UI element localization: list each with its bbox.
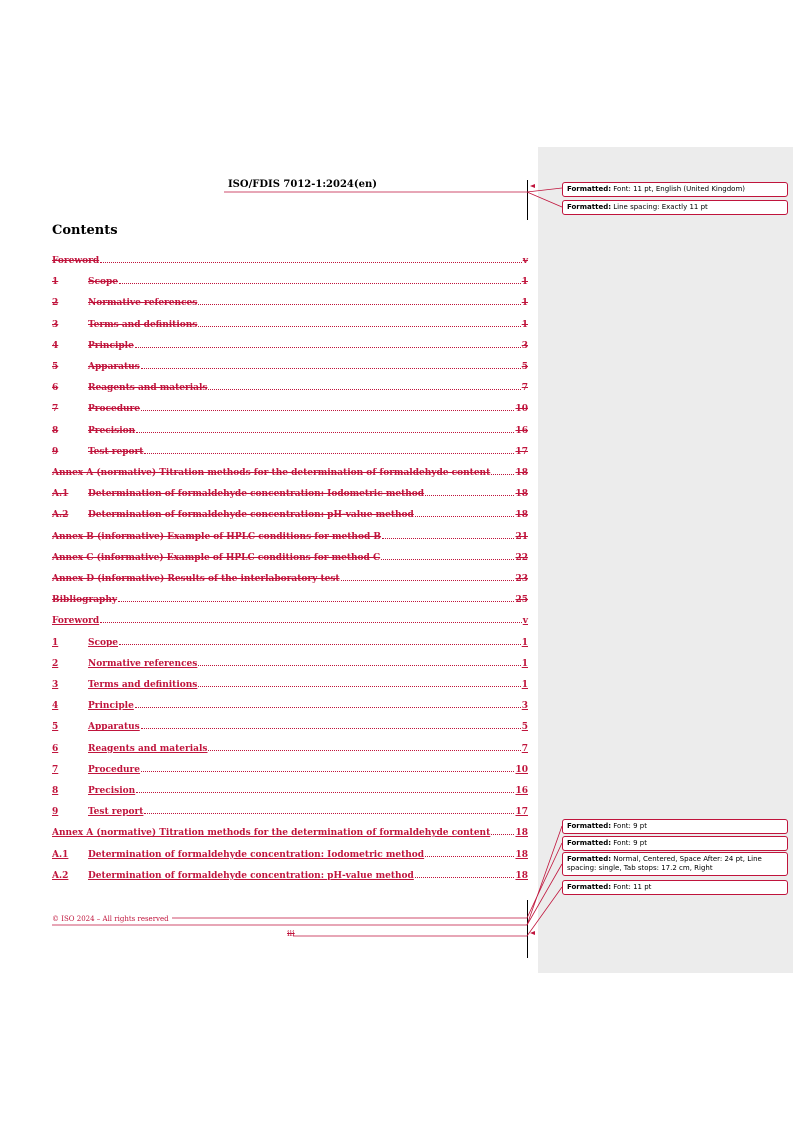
- balloon-label: Formatted:: [567, 855, 612, 863]
- toc-entry-page: 5: [521, 362, 528, 372]
- toc-entry-title: Test report: [88, 807, 144, 818]
- connector-line: [52, 826, 562, 925]
- connector-line: [293, 887, 562, 936]
- toc-entry-number: Annex A (normative) Titration methods for the determination of formaldehyde content: [52, 468, 491, 478]
- toc-entry-number: 4: [52, 701, 59, 712]
- toc-entry-title: Test report: [88, 446, 144, 457]
- toc-entry-title: Scope: [88, 637, 119, 648]
- toc-entry-page: 1: [521, 298, 528, 309]
- toc-entry-title: Determination of formaldehyde concentration: Iodometric method: [88, 489, 425, 500]
- balloon-text: Font: 11 pt: [613, 883, 652, 891]
- toc-entry-number: 9: [52, 807, 59, 818]
- toc-entry-number: 5: [52, 722, 59, 733]
- toc-entry-number: A.1: [52, 849, 69, 860]
- toc-entry-number: 7: [52, 764, 59, 775]
- balloon-label: Formatted:: [567, 203, 612, 211]
- toc-entry-page: 17: [515, 446, 528, 457]
- contents-title: Contents: [52, 223, 118, 238]
- toc-entry-page: 18: [515, 870, 528, 881]
- toc-entry-number: A.2: [52, 870, 69, 881]
- toc-entry-page: 18: [515, 510, 528, 521]
- toc-entry-number: 8: [52, 425, 59, 436]
- toc-entry-page: 23: [515, 574, 528, 584]
- toc-entry-number: 1: [52, 637, 59, 648]
- toc-entry-title: Apparatus: [88, 362, 140, 372]
- toc-entry-number: Bibliography: [52, 595, 118, 606]
- toc-entry-title: Procedure: [88, 404, 141, 415]
- balloon-text: Font: 11 pt, English (United Kingdom): [613, 185, 746, 193]
- connector-line: [224, 188, 562, 192]
- toc-entry-page: 18: [515, 828, 528, 839]
- toc-entry-number: 2: [52, 298, 59, 309]
- toc-entry-page: v: [522, 256, 528, 266]
- toc-entry-number: Annex C (informative) Example of HPLC conditions for method C: [52, 552, 381, 563]
- doc-header: ISO/FDIS 7012-1:2024(en): [228, 179, 377, 190]
- toc-entry-page: 10: [515, 764, 528, 775]
- toc-entry-title: Precision: [88, 786, 136, 796]
- toc-entry-page: 25: [515, 595, 528, 606]
- toc-entry-page: 18: [515, 468, 528, 478]
- toc-entry-page: 1: [521, 637, 528, 648]
- toc-entry-number: 2: [52, 658, 59, 669]
- toc-entry-number: 4: [52, 340, 59, 351]
- toc-entry-page: 16: [515, 425, 528, 436]
- toc-entry-title: Determination of formaldehyde concentration: pH-value method: [88, 510, 414, 521]
- balloon-label: Formatted:: [567, 883, 612, 891]
- toc-entry-number: 8: [52, 786, 59, 796]
- toc-entry-page: 22: [515, 552, 528, 563]
- toc-entry-page: 3: [521, 701, 528, 712]
- toc-entry-number: 3: [52, 319, 59, 330]
- toc-entry-title: Normative references: [88, 298, 198, 309]
- toc-entry-number: 6: [52, 383, 59, 394]
- toc-entry-page: 10: [515, 404, 528, 415]
- toc-entry-number: Annex B (informative) Example of HPLC conditions for method B: [52, 531, 382, 542]
- toc-entry-title: Scope: [88, 277, 119, 288]
- toc-entry-page: 1: [521, 277, 528, 288]
- toc-entry-number: Annex A (normative) Titration methods for the determination of formaldehyde content: [52, 828, 491, 839]
- footer-page-number: iii: [287, 929, 295, 938]
- toc-entry-title: Determination of formaldehyde concentration: Iodometric method: [88, 849, 425, 860]
- toc-entry-title: Principle: [88, 701, 134, 712]
- toc-entry-title: Precision: [88, 425, 136, 436]
- toc-entry-title: Determination of formaldehyde concentration: pH-value method: [88, 870, 414, 881]
- balloon-label: Formatted:: [567, 185, 612, 193]
- toc-entry-title: Normative references: [88, 658, 198, 669]
- toc-entry-page: 18: [515, 849, 528, 860]
- balloon-text: Font: 9 pt: [613, 822, 647, 830]
- toc-entry-number: 5: [52, 362, 59, 372]
- toc-entry-number: Annex D (informative) Results of the interlaboratory test: [52, 574, 340, 584]
- toc-entry-title: Terms and definitions: [88, 680, 198, 690]
- toc-entry-page: 5: [521, 722, 528, 733]
- toc-entry-number: 7: [52, 404, 59, 415]
- toc-entry-number: A.1: [52, 489, 69, 500]
- toc-entry-page: 17: [515, 807, 528, 818]
- connector-arrow: [530, 184, 535, 188]
- balloon-label: Formatted:: [567, 839, 612, 847]
- toc-entry-title: Principle: [88, 340, 134, 351]
- toc-entry-title: Apparatus: [88, 722, 140, 733]
- toc-entry-page: 1: [521, 680, 528, 690]
- balloon-label: Formatted:: [567, 822, 612, 830]
- connector-line: [527, 192, 562, 207]
- connector-line: [172, 843, 562, 918]
- toc-entry-title: Reagents and materials: [88, 743, 208, 754]
- toc-entry-page: 18: [515, 489, 528, 500]
- toc-entry-number: 9: [52, 446, 59, 457]
- toc-entry-page: 21: [515, 531, 528, 542]
- balloon-text: Font: 9 pt: [613, 839, 647, 847]
- toc-entry-title: Terms and definitions: [88, 319, 198, 330]
- toc-entry-title: Reagents and materials: [88, 383, 208, 394]
- toc-entry-number: 1: [52, 277, 59, 288]
- toc-entry-page: 1: [521, 658, 528, 669]
- toc-entry-page: 7: [521, 743, 528, 754]
- toc-entry-number: 6: [52, 743, 59, 754]
- toc-entry-page: 3: [521, 340, 528, 351]
- toc-entry-page: 7: [521, 383, 528, 394]
- toc-entry-number: Foreword: [52, 616, 100, 627]
- balloon-text: Line spacing: Exactly 11 pt: [613, 203, 708, 211]
- toc-entry-number: 3: [52, 680, 59, 690]
- balloon-text: Normal, Centered, Space After: 24 pt, Line spacing: single, Tab stops: 17.2 cm, Right: [567, 855, 762, 872]
- toc-entry-page: 1: [521, 319, 528, 330]
- footer-copyright: © ISO 2024 – All rights reserved: [52, 915, 169, 923]
- connector-arrow: [530, 931, 535, 935]
- toc-entry-page: v: [522, 616, 528, 627]
- toc-entry-page: 16: [515, 786, 528, 796]
- toc-entry-title: Procedure: [88, 764, 141, 775]
- toc-entry-number: A.2: [52, 510, 69, 521]
- toc-entry-number: Foreword: [52, 256, 100, 266]
